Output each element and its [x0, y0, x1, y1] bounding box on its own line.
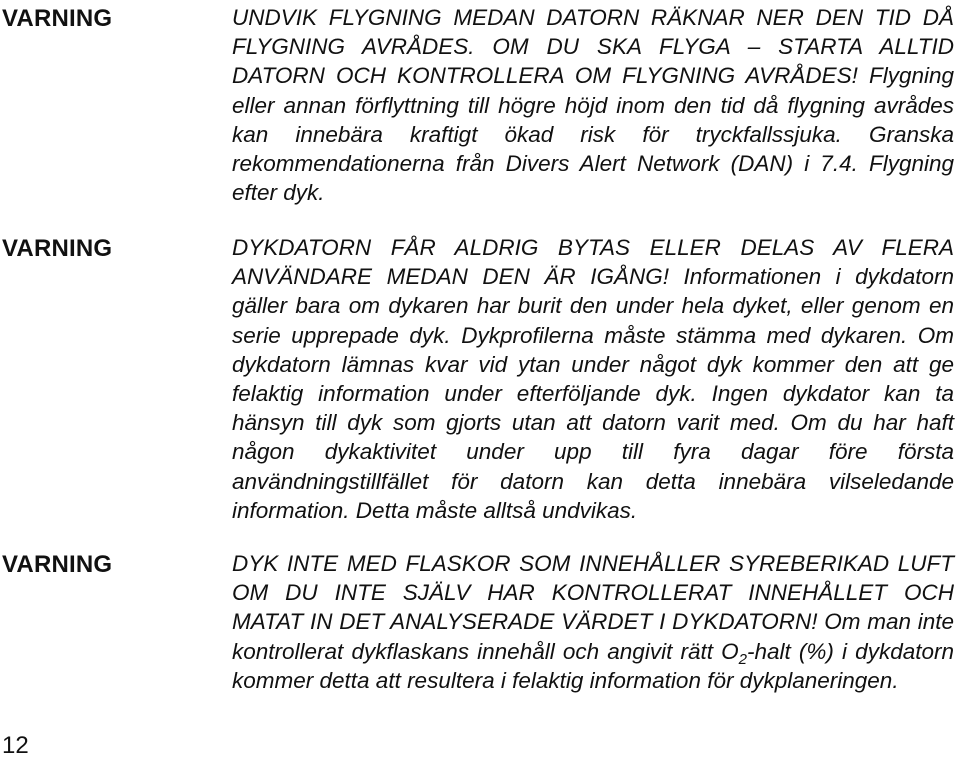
oxygen-subscript: 2: [738, 650, 747, 668]
warning-label-1: VARNING: [2, 5, 113, 32]
warning-body-2: Informationen i dykdatorn gäller bara om dykaren har burit den under hela dyket, eller genom en serie upprepade dyk. Dykprofilerna måste stämma med dykaren. Om dykdatorn lämnas kvar vid ytan under något dyk kommer den att ge felaktig information under efterföljande dyk. Ingen dykdator kan ta hänsyn till dyk som gjorts utan att datorn varit med. Om du har haft någon dykaktivitet under upp till fyra dagar före första användningstillfället för datorn kan detta innebära vilseledande information. Detta måste alltså undvikas.: [232, 264, 954, 523]
warning-text-1: [232, 3, 954, 207]
page-number: 12: [2, 732, 29, 759]
warning-label-2: VARNING: [2, 235, 113, 262]
warning-text-2: [232, 233, 954, 525]
warning-label-3: VARNING: [2, 551, 113, 578]
warning-body-3b: -halt (%) i dykdatorn kommer detta att resultera i felaktig information för dykplaneringen.: [232, 638, 954, 693]
warning-caps-1: UNDVIK FLYGNING MEDAN DATORN RÄKNAR NER DEN TID DÅ FLYGNING AVRÅDES. OM DU SKA FLYGA – STARTA ALLTID DATORN OCH KONTROLLERA OM FLYGNING AVRÅDES!: [232, 5, 954, 89]
warning-caps-3: DYK INTE MED FLASKOR SOM INNEHÅLLER SYREBERIKAD LUFT OM DU INTE SJÄLV HAR KONTROLLERAT INNEHÅLLET OCH MATAT IN DET ANALYSERADE VÄRDET I DYKDATORN!: [232, 551, 954, 635]
warning-body-1: Flygning eller annan förflyttning till högre höjd inom den tid då flygning avrådes kan innebära kraftigt ökad risk för tryckfallssjuka. Granska rekommendationerna från Divers Alert Network (DAN) i 7.4. Flygning efter dyk.: [232, 63, 955, 206]
warning-text-3: [232, 549, 954, 695]
warning-caps-2: DYKDATORN FÅR ALDRIG BYTAS ELLER DELAS AV FLERA ANVÄNDARE MEDAN DEN ÄR IGÅNG!: [232, 235, 954, 290]
warning-body-3a: Om man inte kontrollerat dykflaskans innehåll och angivit rätt O: [232, 609, 955, 664]
